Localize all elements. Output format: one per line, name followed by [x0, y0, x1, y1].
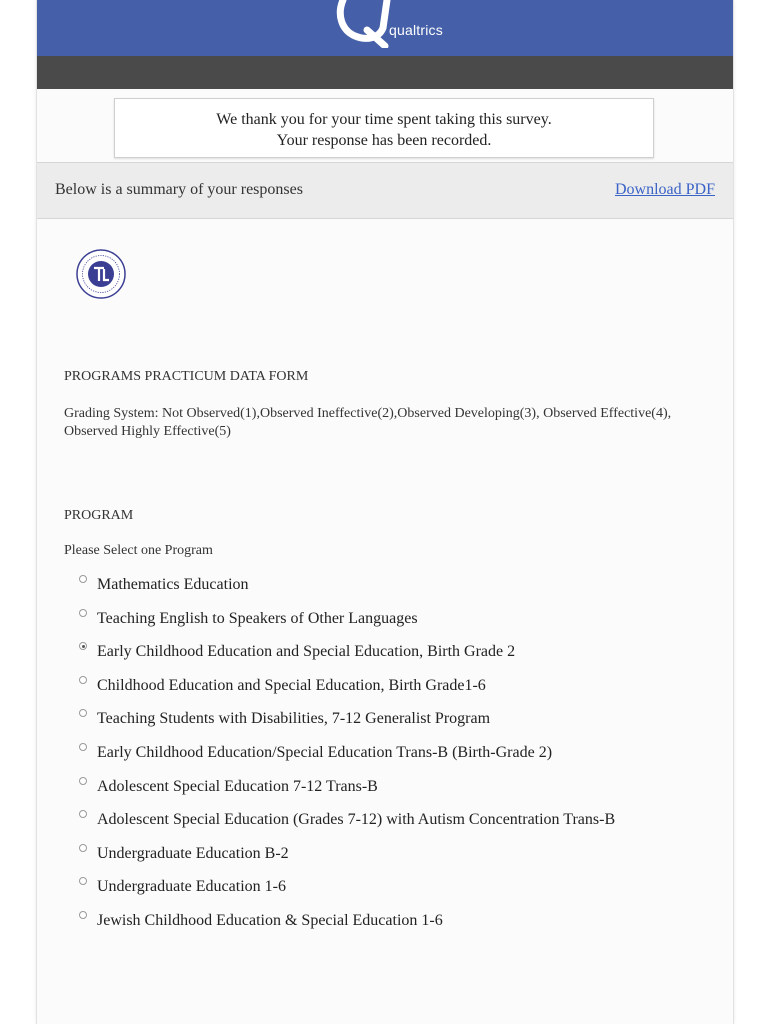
program-option-label: Mathematics Education [97, 576, 249, 593]
program-prompt: Please Select one Program [64, 543, 213, 558]
program-option-label: Childhood Education and Special Education, Birth Grade1-6 [97, 676, 486, 694]
touro-college-seal-icon [75, 248, 127, 300]
thank-you-line-2: Your response has been recorded. [276, 132, 492, 149]
download-pdf-link[interactable]: Download PDF [614, 181, 715, 198]
program-option-label: Undergraduate Education 1-6 [97, 878, 286, 896]
program-option-label: Teaching Students with Disabilities, 7-12 Generalist Program [97, 710, 491, 728]
toolbar-strip [37, 56, 733, 89]
radio-button[interactable] [79, 676, 87, 684]
program-section-title: PROGRAM [64, 508, 134, 523]
program-option[interactable] [77, 670, 717, 704]
program-option[interactable] [77, 703, 717, 737]
program-option-label: Early Childhood Education and Special Education, Birth Grade 2 [97, 643, 516, 661]
brand-name: qualtrics [389, 22, 443, 38]
program-option[interactable] [77, 905, 717, 939]
radio-button[interactable] [79, 844, 87, 852]
program-option[interactable] [77, 771, 717, 805]
program-option-label: Jewish Childhood Education & Special Education 1-6 [97, 911, 443, 929]
program-option[interactable] [77, 603, 717, 637]
thank-you-line-1: We thank you for your time spent taking this survey. [216, 111, 552, 128]
radio-button[interactable] [79, 810, 87, 818]
program-option-label: Adolescent Special Education (Grades 7-12) with Autism Concentration Trans-B [97, 811, 616, 829]
program-option-label: Adolescent Special Education 7-12 Trans-B [97, 777, 378, 795]
summary-bar [37, 162, 733, 219]
radio-button[interactable] [79, 642, 87, 650]
radio-button[interactable] [79, 777, 87, 785]
brand-header [37, 0, 733, 56]
radio-button[interactable] [79, 575, 87, 583]
program-option-label: Early Childhood Education/Special Education Trans-B (Birth-Grade 2) [97, 743, 553, 761]
program-option[interactable] [77, 838, 717, 872]
radio-button[interactable] [79, 877, 87, 885]
radio-button[interactable] [79, 911, 87, 919]
program-option-label: Teaching English to Speakers of Other Languages [97, 609, 418, 627]
grading-system-text: Grading System: Not Observed(1),Observed Ineffective(2),Observed Developing(3), Observed Effective(4), Observed Highly Effective(5) [64, 406, 672, 439]
program-option[interactable] [77, 804, 717, 838]
survey-page [36, 0, 734, 1024]
qualtrics-logo-icon [333, 0, 393, 48]
program-option-label: Undergraduate Education B-2 [97, 844, 289, 862]
radio-button[interactable] [79, 609, 87, 617]
program-option[interactable] [77, 737, 717, 771]
program-option[interactable] [77, 569, 717, 603]
radio-button[interactable] [79, 743, 87, 751]
thank-you-message [114, 98, 654, 158]
program-options [77, 569, 717, 939]
summary-text: Below is a summary of your responses [55, 181, 303, 198]
form-title: PROGRAMS PRACTICUM DATA FORM [64, 369, 309, 384]
radio-button[interactable] [79, 709, 87, 717]
program-option[interactable] [77, 636, 717, 670]
program-option[interactable] [77, 871, 717, 905]
